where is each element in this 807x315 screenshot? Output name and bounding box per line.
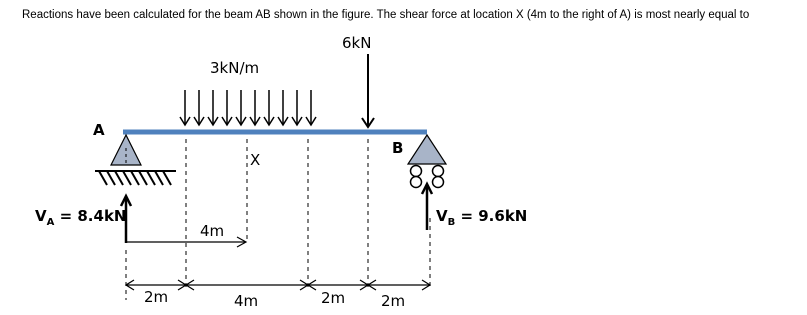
- span-label-1: 2m: [144, 288, 169, 306]
- location-x-label: X: [250, 151, 261, 169]
- distributed-load-arrows: [180, 90, 316, 125]
- point-load-label: 6kN: [342, 34, 372, 52]
- reaction-b-arrow: [422, 184, 432, 230]
- x-offset-label: 4m: [200, 222, 225, 240]
- span-label-4: 2m: [381, 292, 406, 310]
- reaction-b-label: $V_B = 9.6kN$: [436, 207, 528, 228]
- pin-support-a: [95, 135, 176, 185]
- distributed-load-label: 3kN/m: [210, 59, 260, 77]
- support-a-label: A: [93, 121, 105, 139]
- reaction-a-label: $V_A = 8.4kN$: [35, 207, 127, 228]
- span-label-2: 4m: [234, 292, 259, 310]
- dimension-line: [126, 280, 430, 290]
- span-label-3: 2m: [321, 289, 346, 307]
- support-b-label: B: [392, 139, 404, 157]
- point-load-arrow: [362, 54, 374, 127]
- question-text: Reactions have been calculated for the beam AB shown in the figure. The shear force at location X (4m to the right of A) is most nearly equal to: [22, 9, 750, 21]
- guide-lines: [126, 139, 430, 300]
- roller-support-b: [408, 135, 446, 188]
